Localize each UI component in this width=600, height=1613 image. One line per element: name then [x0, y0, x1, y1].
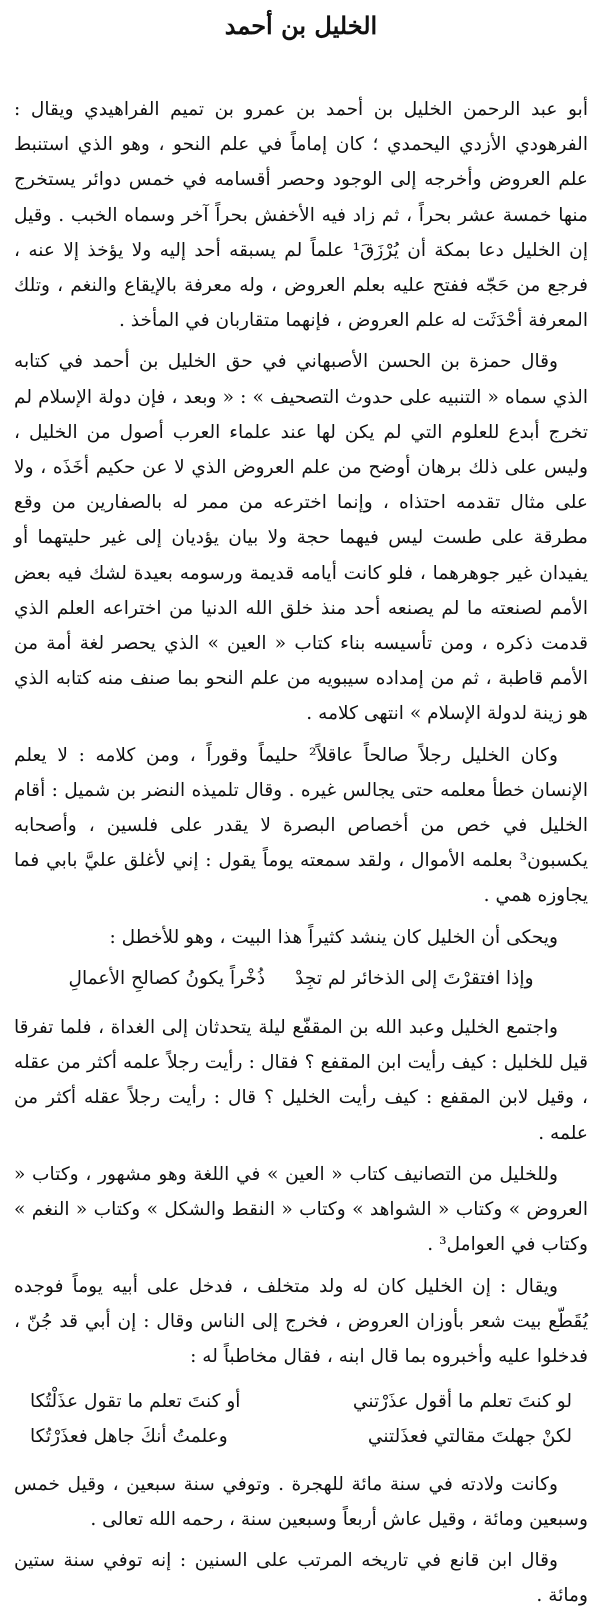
- paragraph-verse-intro: ويحكى أن الخليل كان ينشد كثيراً هذا البيت ، وهو للأخطل :: [109, 926, 558, 948]
- paragraph-works: وللخليل من التصانيف كتاب « العين » في اللغة وهو مشهور ، وكتاب « العروض » وكتاب « الشواهد » وكتاب « النقط والشكل » وكتاب « النغم » وكتاب في العوامل³ .: [14, 1163, 588, 1256]
- verse-first-hemistich: لو كنتَ تعلم ما أقول عذَرْتني: [352, 1391, 572, 1413]
- paragraph-ibn-muqaffa: واجتمع الخليل وعبد الله بن المقفّع ليلة يتحدثان إلى الغداة ، فلما تفرقا قيل للخليل : كيف رأيت ابن المقفع ؟ فقال : رأيت رجلاً علمه أكثر من عقله ، وقيل لابن المقفع : كيف رأيت الخليل ؟ قال : رأيت رجلاً عقله أكثر من علمه .: [14, 1017, 588, 1144]
- verse-line: [14, 1384, 588, 1419]
- verse-akhtal: [14, 961, 588, 996]
- paragraph-hamza-quote: وقال حمزة بن الحسن الأصبهاني في حق الخليل بن أحمد في كتابه الذي سماه « التنبيه على حدوث التصحيف » : « وبعد ، فإن دولة الإسلام لم تخرج أبدع للعلوم التي لم يكن لها عند علماء العرب أصول من الخليل ، وليس على ذلك برهان أوضح من علم العروض الذي لا عن حكيم أخَذَه ، ولا على مثال تقدمه احتذاه ، وإنما اخترعه من ممر له بالصفارين من وقع مطرقة على طست ليس فيهما حجة ولا بيان يؤديان إلى غير حليتهما أو يفيدان غير جوهرهما ، فلو كانت أيامه قديمة ورسومه بعيدة لشك فيه بعض الأمم لصنعته ما لم يصنعه أحد منذ خلق الله الدنيا من اختراعه العلم الذي قدمت ذكره ، ومن تأسيسه بناء كتاب « العين » الذي يحصر لغة أمة من الأمم قاطبة ، ثم من إمداده سيبويه من علم النحو بما صنف منه كتابه الذي هو زينة لدولة الإسلام » انتهى كلامه .: [14, 351, 588, 725]
- paragraph-son-story: ويقال : إن الخليل كان له ولد متخلف ، فدخل على أبيه يوماً فوجده يُقَطّع بيت شعر بأوزان العروض ، فخرج إلى الناس وقال : إن أبي قد جُنّ ، فدخلوا عليه وأخبروه بما قال ابنه ، فقال مخاطباً له :: [14, 1275, 588, 1367]
- paragraph-character: وكان الخليل رجلاً صالحاً عاقلاً² حليماً وقوراً ، ومن كلامه : لا يعلم الإنسان خطأ معلمه حتى يجالس غيره . وقال تلميذه النضر بن شميل : أقام الخليل في خص من أخصاص البصرة لا يقدر على فلسين ، وأصحابه يكسبون³ بعلمه الأموال ، ولقد سمعته يوماً يقول : إني لأغلق عليَّ بابي فما يجاوزه همي .: [14, 744, 588, 907]
- verse-first-hemistich: لكنْ جهلتَ مقالتي فعذَلتني: [367, 1426, 572, 1448]
- page-title: الخليل بن أحمد: [224, 11, 378, 40]
- verse-second-hemistich: وعلمتُ أنكَ جاهل فعذَرْتُكا: [30, 1426, 228, 1448]
- paragraph-biography: أبو عبد الرحمن الخليل بن أحمد بن عمرو بن تميم الفراهيدي ويقال : الفرهودي الأزدي اليحمدي ؛ كان إماماً في علم النحو ، وهو الذي استنبط علم العروض وأخرجه إلى الوجود وحصر أقسامه في خمس دوائر يستخرج منها خمسة عشر بحراً ، ثم زاد فيه الأخفش بحراً آخر وسماه الخبب . وقيل إن الخليل دعا بمكة أن يُرْزَقَ¹ علماً لم يسبقه أحد إليه ولا يؤخذ إلا عنه ، فرجع من حَجّه ففتح عليه بعلم العروض ، وله معرفة بالإيقاع والنغم ، وتلك المعرفة أحْدَثَت له علم العروض ، فإنهما متقاربان في المأخذ .: [14, 99, 588, 332]
- paragraph-birth-death: وكانت ولادته في سنة مائة للهجرة . وتوفي سنة سبعين ، وقيل خمس وسبعين ومائة ، وقيل عاش أربعاً وسبعين سنة ، رحمه الله تعالى .: [14, 1473, 588, 1530]
- verse-second-hemistich: أو كنتَ تعلم ما تقول عذَلْتُكا: [30, 1391, 241, 1413]
- verse-akhtal-first-hemistich: وإذا افتقرْتَ إلى الذخائر لم تجِدْ: [295, 967, 534, 989]
- verse-akhtal-second-hemistich: ذُخْراً يكونُ كصالحِ الأعمالِ: [68, 967, 266, 989]
- verse-khalil: [14, 1384, 588, 1454]
- verse-line: [14, 1419, 588, 1454]
- paragraph-ibn-qani: وقال ابن قانع في تاريخه المرتب على السنين : إنه توفي سنة ستين ومائة .: [14, 1549, 588, 1607]
